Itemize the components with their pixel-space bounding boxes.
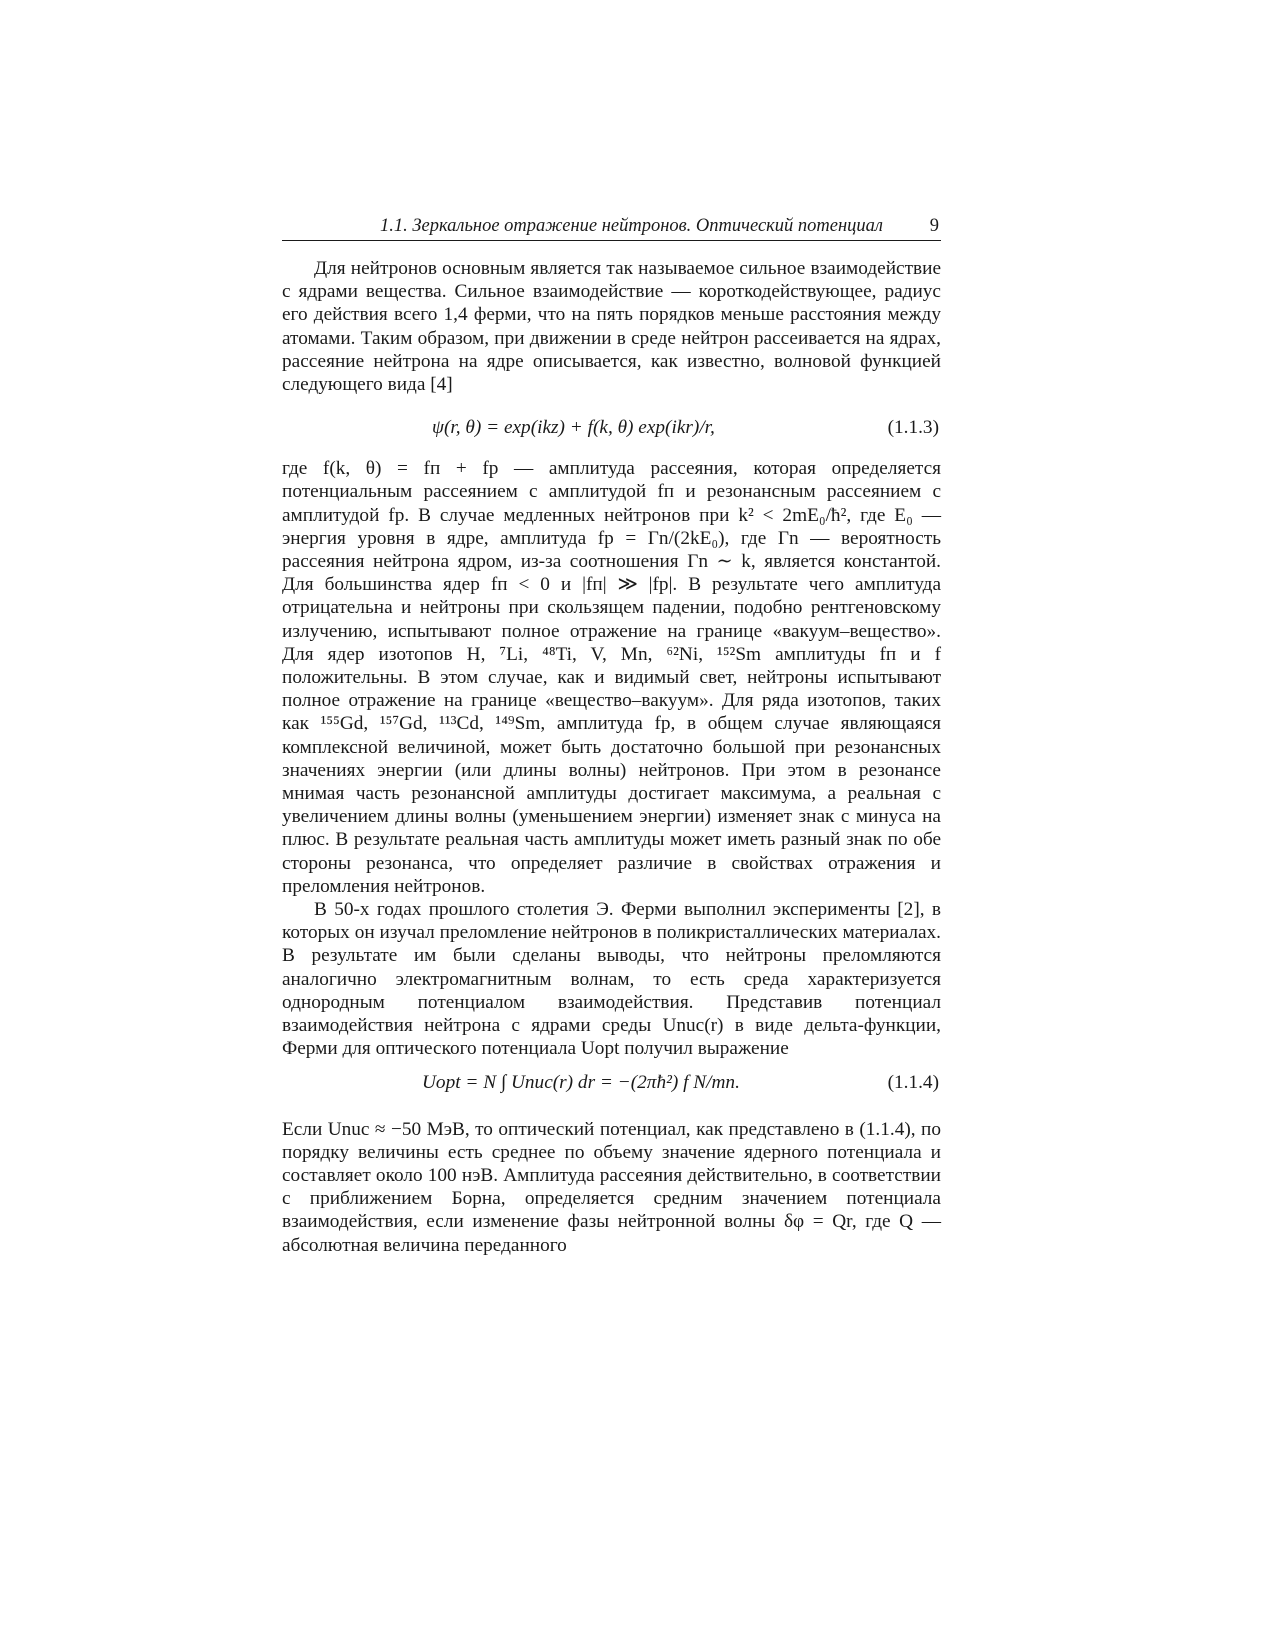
paragraph-optical-potential: Если Unuc ≈ −50 МэВ, то оптический потенциал, как представлено в (1.1.4), по порядку величины есть среднее по объему значение ядерного потенциала и составляет около 100 нэВ. Амплитуда рассеяния действительно, в соответствии с приближением Борна, определяется средним значением потенциала взаимодействия, если изменение фазы нейтронной волны δφ = Qr, где Q — абсолютная величина переданного — [282, 1118, 941, 1256]
book-page — [282, 212, 941, 1257]
equation-number: (1.1.3) — [887, 417, 939, 439]
equation-formula: ψ(r, θ) = exp(ikz) + f(k, θ) exp(ikr)/r, — [432, 417, 715, 439]
page-number: 9 — [929, 216, 939, 236]
equation-1-1-4 — [282, 1062, 941, 1104]
running-title: 1.1. Зеркальное отражение нейтронов. Оптический потенциал — [379, 216, 883, 236]
equation-1-1-3 — [282, 407, 941, 449]
equation-number: (1.1.4) — [887, 1071, 939, 1093]
paragraph-strong-interaction: Для нейтронов основным является так называемое сильное взаимодействие с ядрами вещества. Сильное взаимодействие — короткодействующее, радиус его действия всего 1,4 ферми, что на пять порядков меньше расстояния между атомами. Таким образом, при движении в среде нейтрон рассеивается на ядрах, рассеяние нейтрона на ядре описывается, как известно, волновой функцией следующего вида [4] — [282, 258, 941, 396]
running-header — [282, 212, 941, 241]
equation-formula: Uopt = N ∫ Unuc(r) dr = −(2πħ²) f N/mn. — [422, 1071, 740, 1093]
paragraph-scattering-amplitude: где f(k, θ) = fп + fр — амплитуда рассеяния, которая определяется потенциальным рассеянием с амплитудой fп и резонансным рассеянием с амплитудой fр. В случае медленных нейтронов при k² < 2mE₀/ħ², где E₀ — энергия уровня в ядре, амплитуда fр = Γn/(2kE₀), где Γn — вероятность рассеяния нейтрона ядром, из-за соотношения Γn ∼ k, является константой. Для большинства ядер fп < 0 и |fп| ≫ |fр|. В результате чего амплитуда отрицательна и нейтроны при скользящем падении, подобно рентгеновскому излучению, испытывают полное отражение на границе «вакуум–вещество». Для ядер изотопов H, ⁷Li, ⁴⁸Ti, V, Mn, ⁶²Ni, ¹⁵²Sm амплитуды fп и f положительны. В этом случае, как и видимый свет, нейтроны испытывают полное отражение на границе «вещество–вакуум». Для ряда изотопов, таких как ¹⁵⁵Gd, ¹⁵⁷Gd, ¹¹³Cd, ¹⁴⁹Sm, амплитуда fр, в общем случае являющаяся комплексной величиной, может быть достаточно большой при резонансных значениях энергии (или длины волны) нейтронов. При этом в резонансе мнимая часть резонансной амплитуды достигает максимума, а реальная с увеличением длины волны (уменьшением энергии) изменяет знак с минуса на плюс. В результате реальная часть амплитуды может иметь разный знак по обе стороны резонанса, что определяет различие в свойствах отражения и преломления нейтронов. — [282, 458, 941, 897]
paragraph-fermi-experiments: В 50-х годах прошлого столетия Э. Ферми выполнил эксперименты [2], в которых он изучал преломление нейтронов в поликристаллических материалах. В результате им были сделаны выводы, что нейтроны преломляются аналогично электромагнитным волнам, то есть среда характеризуется однородным потенциалом взаимодействия. Представив потенциал взаимодействия нейтрона с ядрами среды Unuc(r) в виде дельта-функции, Ферми для оптического потенциала Uopt получил выражение — [282, 899, 941, 1060]
